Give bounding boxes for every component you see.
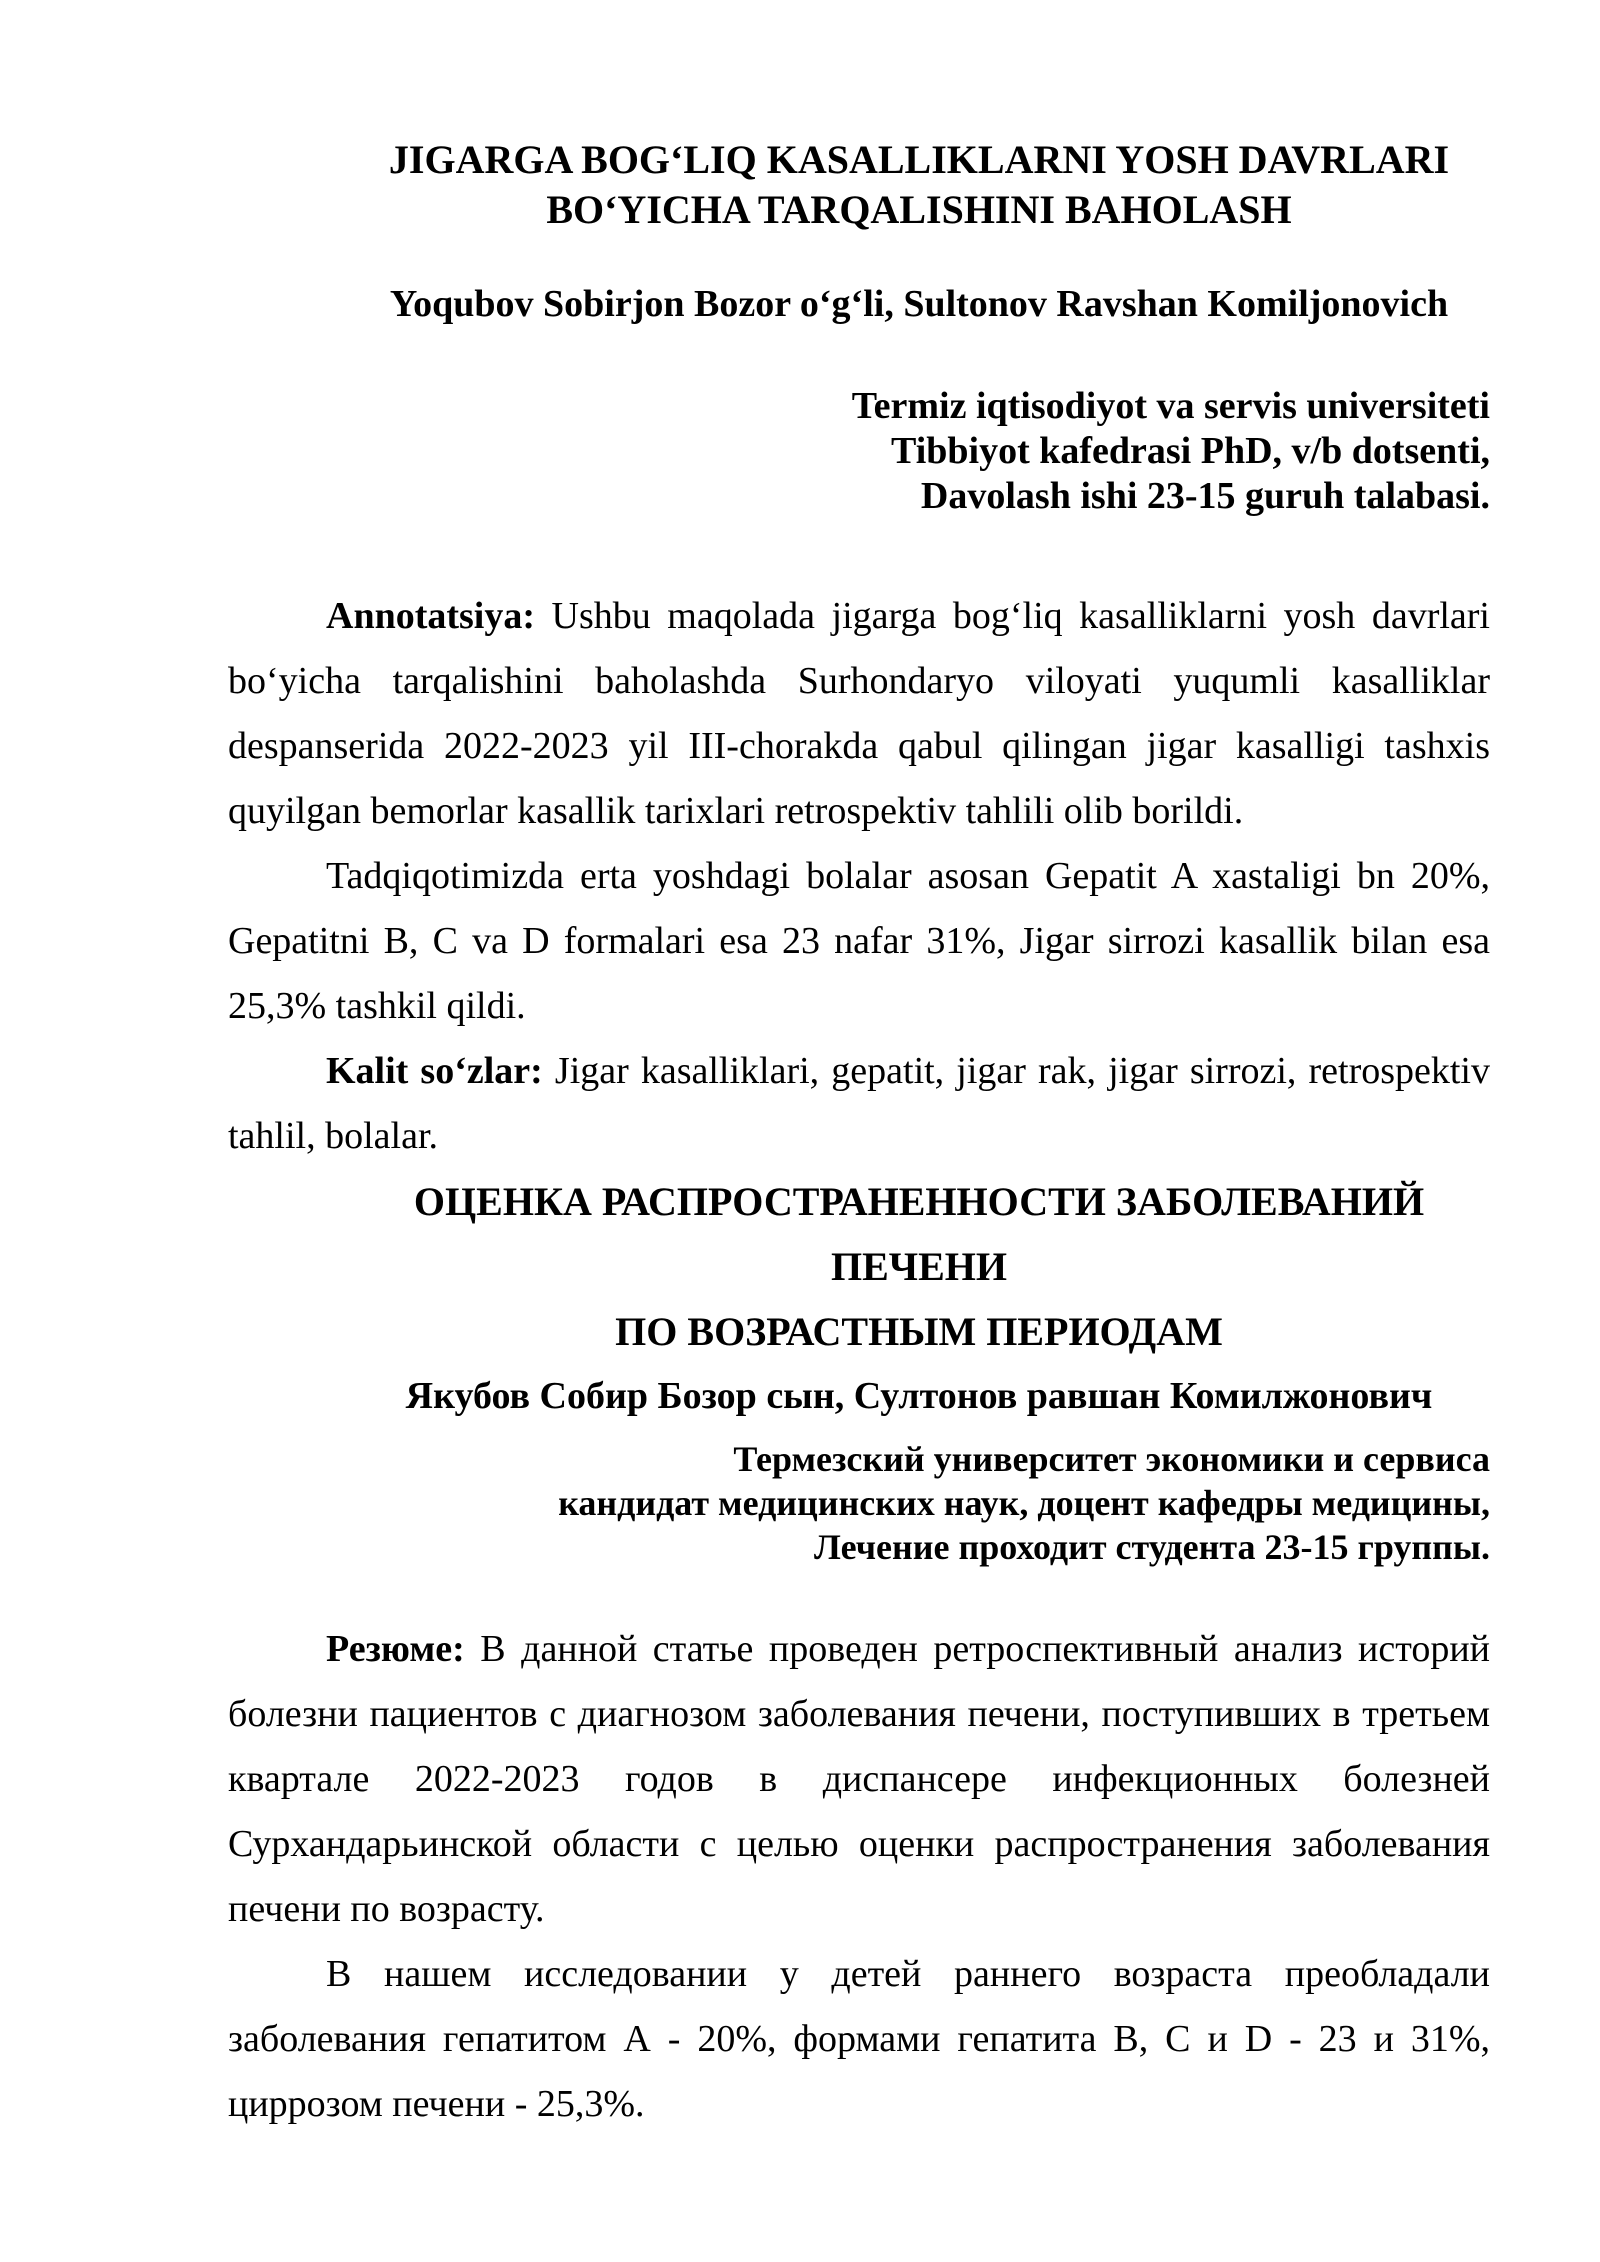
ru-affiliation-line-2: кандидат медицинских наук, доцент кафедры медицины, (558, 1483, 1490, 1523)
ru-affiliation-line-3: Лечение проходит студента 23-15 группы. (814, 1527, 1490, 1567)
uz-authors: Yoqubov Sobirjon Bozor o‘g‘li, Sultonov Ravshan Komiljonovich (389, 283, 1449, 325)
uz-affiliation-line-2: Tibbiyot kafedrasi PhD, v/b dotsenti, (891, 430, 1490, 472)
ru-authors: Якубов Собир Бозор сын, Султонов равшан Комилжонович (405, 1375, 1433, 1417)
uz-affiliation-line-3: Davolash ishi 23-15 guruh talabasi. (920, 475, 1490, 517)
uz-keywords-paragraph (228, 1039, 1490, 1169)
ru-article-title-line-2: ПО ВОЗРАСТНЫМ ПЕРИОДАМ (615, 1309, 1223, 1354)
ru-abstract-paragraph (228, 1617, 1490, 1942)
uz-article-title (348, 135, 1490, 235)
ru-abstract-text: В данной статье проведен ретроспективный анализ историй болезни пациентов с диагнозом заболевания печени, поступивших в третьем квартале 2022-2023 годов в диспансере инфекционных болезней Сурхандарьинской области с целью оценки распространения заболевания печени по возрасту. (228, 1628, 1490, 1930)
ru-affiliation-line-1: Термезский университет экономики и сервиса (733, 1439, 1490, 1479)
ru-affiliation (228, 1437, 1490, 1569)
ru-article-title (348, 1169, 1490, 1364)
uz-article-title-line-2: BO‘YICHA TARQALISHINI BAHOLASH (546, 187, 1292, 232)
uz-keywords-text: Jigar kasalliklari, gepatit, jigar rak, jigar sirrozi, retrospektiv tahlil, bolalar. (228, 1050, 1490, 1157)
ru-findings-paragraph: В нашем исследовании у детей раннего возраста преобладали заболевания гепатитом А - 20%, формами гепатита В, С и D - 23 и 31%, циррозом печени - 25,3%. (228, 1953, 1490, 2125)
uz-abstract-paragraph (228, 584, 1490, 844)
ru-article-title-line-1: ОЦЕНКА РАСПРОСТРАНЕННОСТИ ЗАБОЛЕВАНИЙ ПЕЧЕНИ (413, 1179, 1425, 1289)
ru-abstract-label: Резюме: (326, 1628, 465, 1670)
uz-affiliation-line-1: Termiz iqtisodiyot va servis universiteti (851, 385, 1490, 427)
uz-keywords-label: Kalit so‘zlar: (326, 1050, 543, 1092)
uz-abstract-label: Annotatsiya: (326, 595, 536, 637)
uz-article-title-line-1: JIGARGA BOG‘LIQ KASALLIKLARNI YOSH DAVRLARI (388, 137, 1450, 182)
uz-abstract-text: Ushbu maqolada jigarga bog‘liq kasalliklarni yosh davrlari bo‘yicha tarqalishini baholashda Surhondaryo viloyati yuqumli kasalliklar despanserida 2022-2023 yil III-chorakda qabul qilingan jigar kasalligi tashxis quyilgan bemorlar kasallik tarixlari retrospektiv tahlili olib borildi. (228, 595, 1490, 832)
uz-affiliation (228, 384, 1490, 519)
uz-findings-paragraph: Tadqiqotimizda erta yoshdagi bolalar asosan Gepatit A xastaligi bn 20%, Gepatitni B, C va D formalari esa 23 nafar 31%, Jigar sirrozi kasallik bilan esa 25,3% tashkil qildi. (228, 855, 1490, 1027)
